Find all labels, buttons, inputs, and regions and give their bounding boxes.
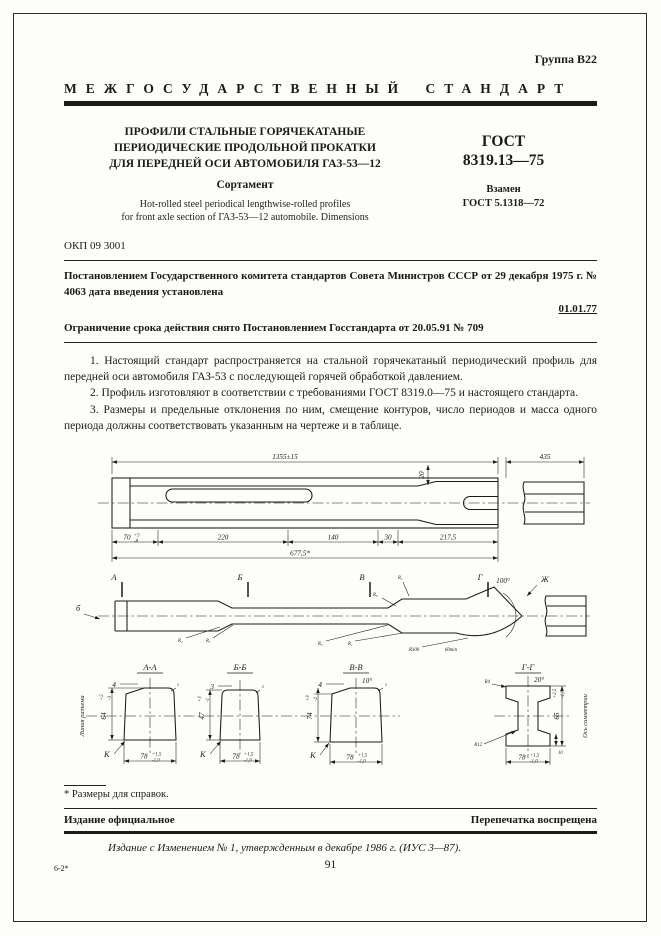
radius-r1-label: R₁ xyxy=(348,642,353,648)
section-aa-height-plus: +2 xyxy=(100,694,105,701)
section-gg-r12-label: R12 xyxy=(474,743,482,749)
cut-label-v: В xyxy=(359,572,365,583)
section-vv-width-plus: +1,5 xyxy=(358,753,368,759)
effective-date: 01.01.77 xyxy=(558,302,597,315)
radius-r2-label: R₂ xyxy=(178,639,183,645)
radius-r300-label: R300 xyxy=(409,648,420,654)
section-bb-title: Б-Б xyxy=(233,662,247,673)
section-vv-width-minus: -1,0 xyxy=(358,759,366,765)
cut-label-a: А xyxy=(111,572,117,583)
footer-thick-rule xyxy=(64,831,597,834)
section-aa-k-label: К xyxy=(104,749,110,760)
section-vv-height-minus: -2 xyxy=(314,697,319,702)
side-view-geometry xyxy=(98,587,590,637)
radius-r0-label: R₀ xyxy=(373,593,378,599)
section-aa-top-dim: 4 xyxy=(112,681,116,690)
section-vv-height-plus: +3 xyxy=(306,695,311,702)
section-gg-height-minus: -1,5 xyxy=(561,690,566,699)
effective-date-row xyxy=(64,303,597,315)
section-bb-k-label: К xyxy=(200,749,206,760)
section-aa xyxy=(100,662,179,764)
divider-rule xyxy=(64,260,597,261)
group-code: Группа В22 xyxy=(534,52,597,66)
title-line-3: ДЛЯ ПЕРЕДНЕЙ ОСИ АВТОМОБИЛЯ ГАЗ-53—12 xyxy=(109,157,381,170)
section-gg-r4-label: R4 xyxy=(484,680,490,686)
section-aa-width-dim: 78 xyxy=(140,752,148,761)
heading-rule xyxy=(64,101,597,106)
divider-rule xyxy=(64,808,597,809)
paragraph-3: 3. Размеры и предельные отклонения по ним, смещение контуров, число периодов и масса одного периода должны соответствовать указанным на чертеже и в таблице. xyxy=(64,403,597,432)
section-bb-height-dim: 47 xyxy=(198,712,206,720)
section-bb-width-dim: 78 xyxy=(232,752,240,761)
section-vv-corner-label: г xyxy=(385,683,387,689)
symmetry-axis-label: Ось симметрии xyxy=(582,694,589,739)
view-b-label: б xyxy=(76,603,81,614)
footer-row xyxy=(64,814,597,826)
title-line-2: ПЕРИОДИЧЕСКИЕ ПРОДОЛЬНОЙ ПРОКАТКИ xyxy=(114,141,376,154)
section-bb-width-minus: -1,0 xyxy=(244,758,252,764)
gost-label: ГОСТ xyxy=(481,132,526,150)
decree-text: Постановлением Государственного комитета стандартов Совета Министров СССР от 29 декабря 1975 г. № 4063 дата введения установлена xyxy=(64,269,597,298)
section-vv-angle: 10° xyxy=(362,677,373,686)
section-aa-height-dim: 64 xyxy=(100,712,108,720)
section-gg-width-minus: -1,0 xyxy=(530,759,538,765)
reprint-prohibited-label: Перепечатка воспрещена xyxy=(470,814,597,827)
dim-70: 70 xyxy=(123,533,131,542)
footnote-block xyxy=(64,785,597,800)
cut-label-g: Г xyxy=(477,572,483,583)
subtitle: Сортамент xyxy=(216,178,274,191)
section-aa-width-minus: -1,0 xyxy=(152,758,160,764)
section-gg-height-dim: 65 xyxy=(553,712,561,720)
divider-rule xyxy=(64,342,597,343)
paragraph-1: 1. Настоящий стандарт распространяется на стальной горячекатаный периодический профиль для передней оси автомобиля ГАЗ-53 с последующей горячей обработкой давлением. xyxy=(64,354,597,383)
section-vv-height-dim: 74 xyxy=(306,712,314,720)
section-vv-title: В-В xyxy=(349,662,363,673)
section-bb xyxy=(198,662,264,764)
radius-r3-label: R₃ xyxy=(318,642,323,648)
section-gg-angle: 20° xyxy=(534,676,545,685)
section-vv-top-dim: 4 xyxy=(318,681,322,690)
official-edition-label: Издание официальное xyxy=(64,814,175,827)
dim-140: 140 xyxy=(327,533,339,542)
replaces-label: Взамен xyxy=(486,184,521,196)
bottom-row xyxy=(54,859,597,877)
page-number: 91 xyxy=(324,859,337,872)
replaces-number: ГОСТ 5.1318—72 xyxy=(462,198,545,210)
title-block xyxy=(64,124,597,225)
title-en-line-2: for front axle section of ГАЗ-53—12 automobile. Dimensions xyxy=(121,212,369,224)
dim-right-length: 435 xyxy=(539,453,551,462)
section-gg-width-dim: 78 xyxy=(518,753,526,762)
standard-designation xyxy=(410,132,597,171)
side-view-labels xyxy=(76,572,550,653)
cut-label-b: Б xyxy=(237,572,243,583)
angle-100-label: 100° xyxy=(496,577,510,586)
dim-70-minus: -8 xyxy=(134,539,138,545)
view-zh-label: Ж xyxy=(541,574,549,585)
section-gg-dim-10: 10 xyxy=(558,751,563,757)
radius-r1-label: R₁ xyxy=(206,639,211,645)
dim-70-plus: +5 xyxy=(134,533,140,539)
page-content xyxy=(54,52,597,877)
technical-drawing xyxy=(70,444,597,781)
limitation-text: Ограничение срока действия снято Постановлением Госстандарта от 20.05.91 № 709 xyxy=(64,321,484,334)
title-en-line-1: Hot-rolled steel periodical lengthwise-rolled profiles xyxy=(139,198,351,210)
section-aa-corner-label: г xyxy=(177,683,179,689)
section-vv-k-label: К xyxy=(310,750,316,761)
footnote-separator xyxy=(64,785,106,786)
gost-number: 8319.13—75 xyxy=(462,151,545,169)
dim-217-5: 217,5 xyxy=(439,533,457,542)
dim-677-5: 677,5* xyxy=(290,549,310,558)
section-bb-height-plus: +3 xyxy=(198,696,203,703)
section-gg xyxy=(473,662,572,765)
section-bb-height-minus: -1 xyxy=(206,698,211,703)
footnote-text: * Размеры для справок. xyxy=(64,789,169,801)
plan-view-dimensions xyxy=(112,453,584,562)
section-bb-top-dim: 3 xyxy=(210,683,214,692)
radius-r1-label: R₁ xyxy=(398,576,403,582)
min-60-label: 60min xyxy=(445,648,457,654)
dim-20: 20 xyxy=(418,471,426,479)
designation-column xyxy=(410,124,597,225)
dim-220: 220 xyxy=(217,533,229,542)
title-line-1: ПРОФИЛИ СТАЛЬНЫЕ ГОРЯЧЕКАТАНЫЕ xyxy=(124,125,366,138)
standard-type-heading: МЕЖГОСУДАРСТВЕННЫЙ СТАНДАРТ xyxy=(64,81,573,96)
title-left-column xyxy=(80,124,410,225)
title-english xyxy=(80,198,410,225)
replaces-block xyxy=(410,183,597,211)
dim-30: 30 xyxy=(384,533,392,542)
section-vv xyxy=(306,662,387,765)
edition-note: Издание с Изменением № 1, утвержденным в декабре 1986 г. (ИУС 3—87). xyxy=(108,842,462,855)
title-russian xyxy=(80,124,410,172)
plan-view-geometry xyxy=(98,478,590,528)
section-gg-height-plus: +2,5 xyxy=(553,689,558,699)
paragraph-2: 2. Профиль изготовляют в соответствии с требованиями ГОСТ 8319.0—75 и настоящего стандарта. xyxy=(90,387,579,400)
okp-code: ОКП 09 3001 xyxy=(64,239,126,252)
dim-overall-length: 1355±15 xyxy=(272,453,298,462)
section-gg-title: Г-Г xyxy=(521,662,535,673)
section-bb-width-plus: +1,5 xyxy=(244,752,254,758)
parting-line-label: Линия разъема xyxy=(79,695,86,737)
section-aa-width-plus: +1,5 xyxy=(152,752,162,758)
section-aa-height-minus: -3 xyxy=(108,696,113,701)
section-vv-width-dim: 78 xyxy=(346,753,354,762)
axle-profile-drawing xyxy=(70,444,594,776)
section-aa-title: А-А xyxy=(143,662,157,673)
section-gg-width-plus: +1,5 xyxy=(530,753,540,759)
print-code: 6-2* xyxy=(54,864,69,874)
section-bb-corner-label: г xyxy=(262,685,264,691)
